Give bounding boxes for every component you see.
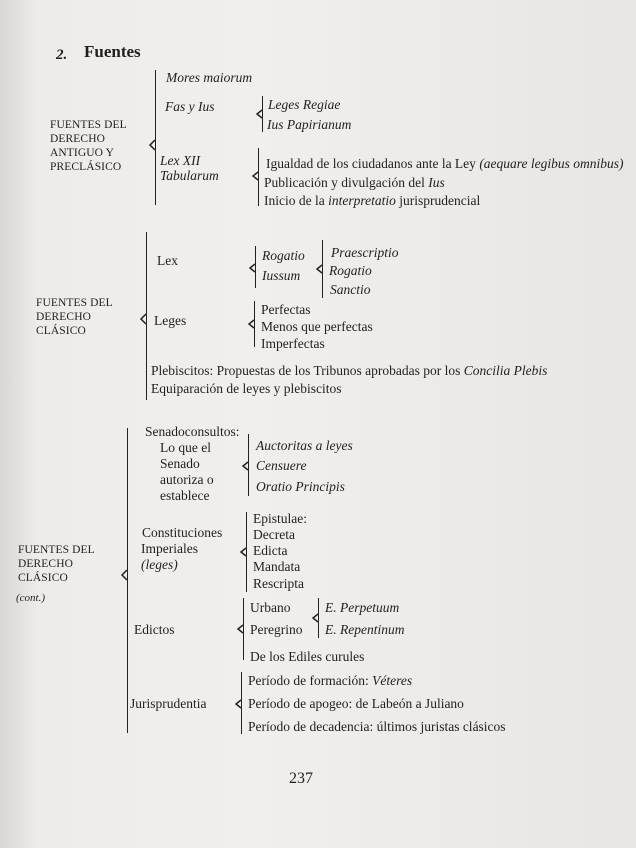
leges-perfectas: Perfectas (261, 302, 311, 317)
edicto-peregrino: Peregrino (250, 622, 303, 637)
section-number: 2. (56, 47, 68, 63)
periodo-decadencia: Período de decadencia: últimos juristas clásicos (248, 719, 506, 734)
periodo-apogeo: Período de apogeo: de Labeón a Juliano (248, 696, 464, 711)
epistulae: Epistulae: (253, 511, 307, 526)
leges-imperfectas: Imperfectas (261, 336, 325, 351)
oratio-principis: Oratio Principis (256, 479, 345, 494)
e-perpetuum: E. Perpetuum (325, 600, 400, 615)
lex12-item-interpretatio: Inicio de la interpretatio jurisprudencial (264, 193, 481, 208)
section3-label: FUENTES DEL DERECHO CLÁSICO (18, 544, 95, 584)
section2-label: FUENTES DEL DERECHO CLÁSICO (36, 297, 113, 337)
equiparacion: Equiparación de leyes y plebiscitos (151, 381, 342, 396)
periodo-formacion: Período de formación: Véteres (248, 673, 413, 688)
leges-regiae: Leges Regiae (268, 97, 341, 112)
leges-label: Leges (154, 313, 187, 328)
decreta: Decreta (253, 527, 295, 542)
imperiales: Imperiales (141, 541, 198, 556)
constituciones: Constituciones (142, 525, 223, 540)
senado-desc-1: Lo que el (160, 440, 211, 455)
senado-desc-3: autoriza o (160, 472, 214, 487)
section1-label: FUENTES DEL DERECHO ANTIGUO Y PRECLÁSICO (50, 119, 127, 173)
lex-label: Lex (157, 253, 178, 268)
lex12-item-publicacion: Publicación y divulgación del Ius (264, 175, 445, 190)
lex-rogatio: Rogatio (262, 248, 305, 263)
mores-maiorum: Mores maiorum (166, 70, 253, 85)
ius-papirianum: Ius Papirianum (267, 117, 352, 132)
lex12-item-igualdad: Igualdad de los ciudadanos ante la Ley (aequare legibus omnibus) (266, 156, 624, 171)
edicta: Edicta (253, 543, 288, 558)
edicto-urbano: Urbano (250, 600, 291, 615)
lex-xii: Lex XII (160, 153, 201, 168)
plebiscitos: Plebiscitos: Propuestas de los Tribunos aprobadas por los Concilia Plebis (151, 363, 548, 378)
edicto-ediles: De los Ediles curules (250, 649, 365, 664)
const-leges: (leges) (141, 557, 178, 572)
praescriptio: Praescriptio (331, 245, 399, 260)
mandata: Mandata (253, 559, 301, 574)
page-title: Fuentes (84, 42, 141, 61)
tabularum: Tabularum (160, 168, 219, 183)
rescripta: Rescripta (253, 576, 304, 591)
censuere: Censuere (256, 458, 307, 473)
leges-menos-perfectas: Menos que perfectas (261, 319, 373, 334)
auctoritas: Auctoritas a leyes (256, 438, 353, 453)
lex-iussum: Iussum (262, 268, 301, 283)
senado-desc-2: Senado (160, 456, 200, 471)
page-number: 237 (289, 770, 313, 787)
fas-y-ius: Fas y Ius (165, 99, 215, 114)
edictos-label: Edictos (134, 622, 175, 637)
rogatio-sub: Rogatio (329, 263, 372, 278)
section3-cont: (cont.) (16, 592, 46, 604)
senado-head: Senadoconsultos: (145, 424, 240, 439)
jurisprudentia-label: Jurisprudentia (130, 696, 207, 711)
sanctio: Sanctio (330, 282, 371, 297)
senado-desc-4: establece (160, 488, 210, 503)
e-repentinum: E. Repentinum (325, 622, 405, 637)
